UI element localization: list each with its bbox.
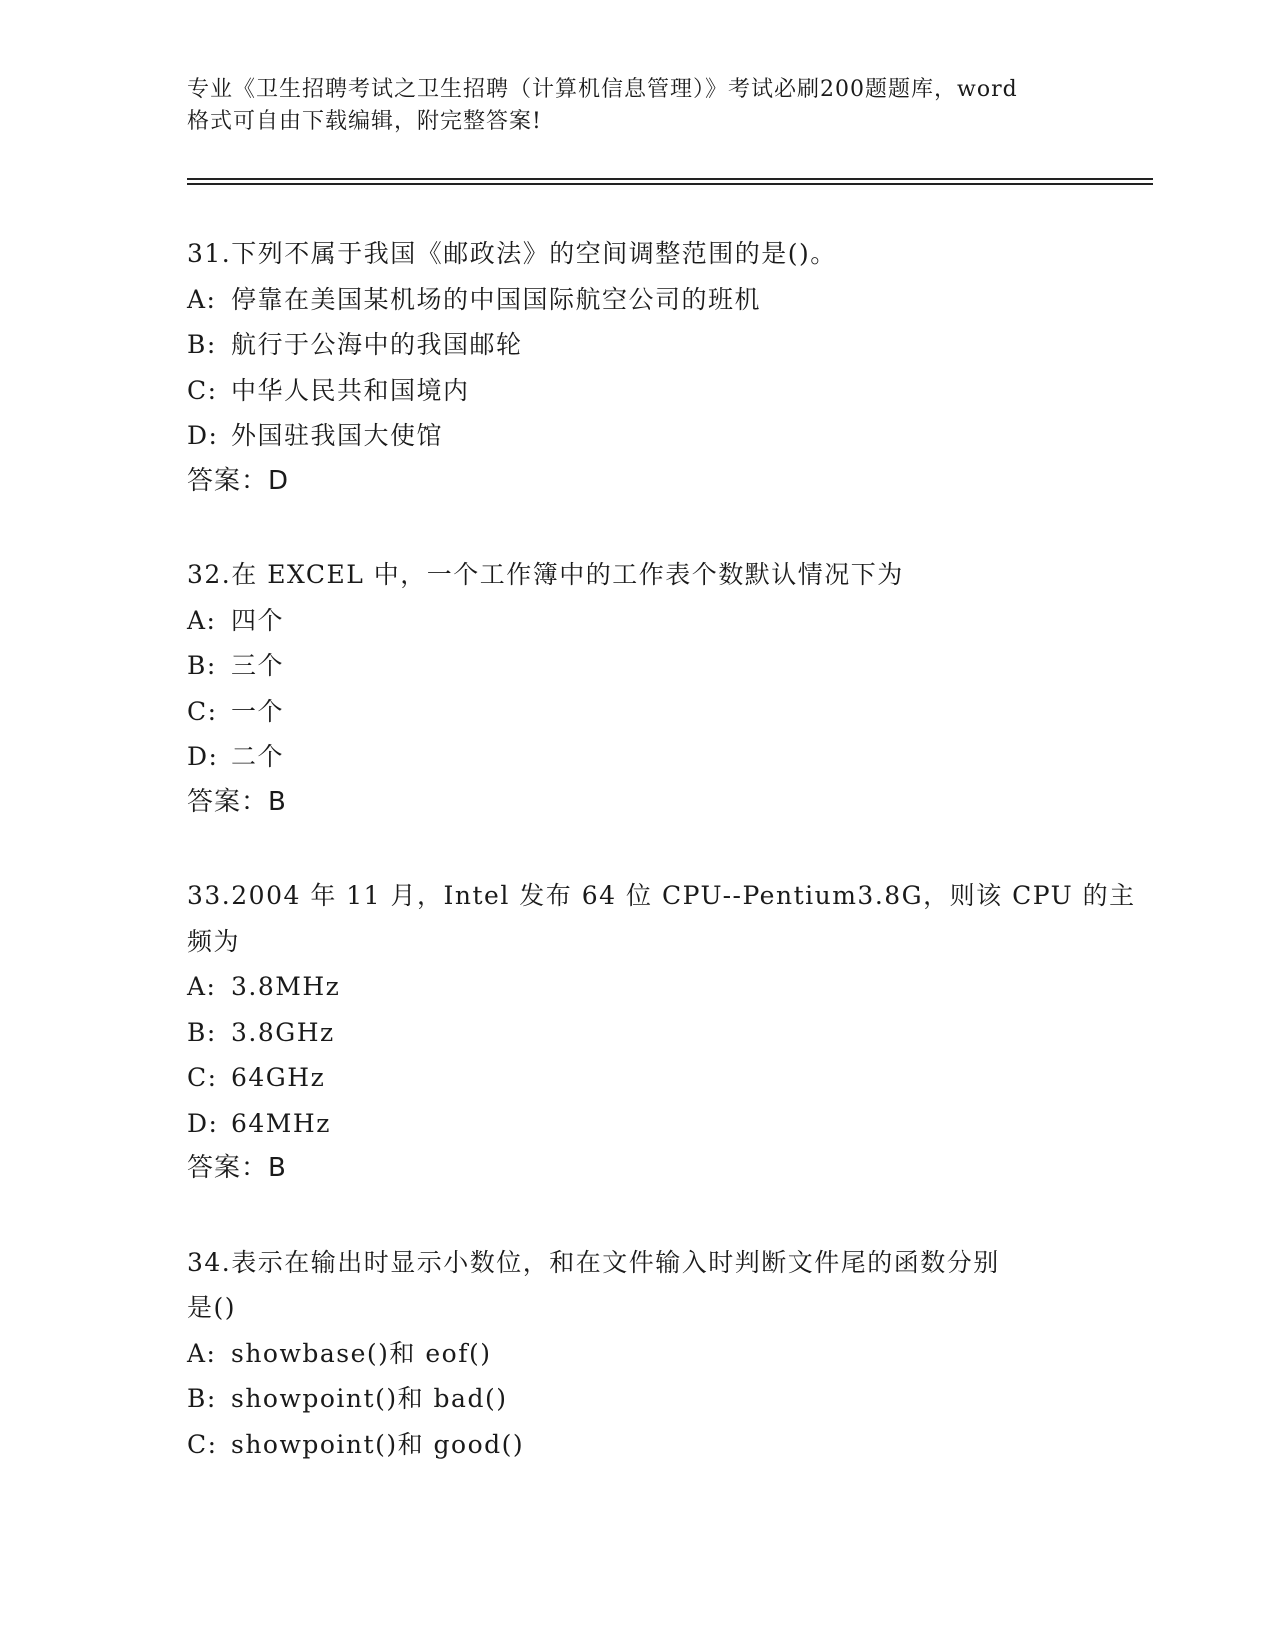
option-a [187,1331,1087,1377]
option-a [187,598,1087,644]
question-text: 34.表示在输出时显示小数位，和在文件输入时判断文件尾的函数分别 [187,1247,1000,1277]
option-text: 3.8GHz [231,1017,335,1047]
option-label: D: [187,742,219,771]
option-label: B: [187,330,217,359]
question-31 [187,231,1087,504]
answer-text: 答案：D [187,465,290,496]
header-divider-bottom [187,183,1153,185]
option-c [187,1055,1087,1101]
option-label: C: [187,1063,218,1092]
option-label: A: [187,605,217,635]
header-divider-top [187,178,1153,180]
option-text: 3.8MHz [231,972,341,1001]
option-c [187,1422,1087,1468]
option-text: 外国驻我国大使馆 [231,421,444,450]
option-text: showpoint()和 good() [231,1429,525,1459]
option-a [187,964,1087,1010]
header-line-1: 专业《卫生招聘考试之卫生招聘（计算机信息管理）》考试必刷200题题库，word [187,77,1018,102]
question-text: 33.2004 年 11 月，Intel 发布 64 位 CPU--Pentium3.8G，则该 CPU 的主 [187,881,1136,910]
option-c [187,689,1087,735]
question-33 [187,873,1136,1192]
question-text-continued: 频为 [187,926,241,956]
option-b [187,1010,1087,1056]
option-label: C: [187,696,218,726]
option-d [187,734,1087,780]
answer-text: 答案：B [187,1153,287,1183]
option-label: A: [187,1338,217,1368]
option-text: 64MHz [231,1108,331,1138]
option-text: showpoint()和 bad() [231,1384,508,1413]
option-d [187,1101,1087,1147]
option-label: B: [187,1017,217,1047]
option-b [187,643,1087,689]
option-label: D: [187,421,219,450]
option-b [187,322,1087,368]
option-text: 一个 [231,696,285,726]
header-line-2: 格式可自由下载编辑，附完整答案! [187,109,542,134]
option-b [187,1376,1087,1422]
option-text: 停靠在美国某机场的中国国际航空公司的班机 [231,284,762,314]
option-label: A: [187,284,217,314]
option-text: 航行于公海中的我国邮轮 [231,330,523,359]
option-text: 二个 [231,742,285,771]
option-text: showbase()和 eof() [231,1338,492,1368]
option-text: 中华人民共和国境内 [231,375,470,405]
option-label: B: [187,1384,217,1413]
option-label: D: [187,1108,219,1138]
option-c [187,368,1087,414]
question-text: 32.在 EXCEL 中，一个工作簿中的工作表个数默认情况下为 [187,560,904,589]
option-label: A: [187,972,217,1001]
answer-text: 答案：B [187,786,287,817]
option-label: C: [187,375,218,405]
option-text: 四个 [231,605,285,635]
option-label: B: [187,651,217,680]
question-text-continued: 是() [187,1293,237,1322]
option-d [187,413,1087,459]
question-list [187,231,1136,1515]
option-a [187,277,1087,323]
option-label: C: [187,1429,218,1459]
question-34 [187,1240,1087,1468]
question-32 [187,552,1087,825]
document-header [187,74,1087,138]
option-text: 64GHz [231,1063,326,1092]
question-text: 31.下列不属于我国《邮政法》的空间调整范围的是()。 [187,239,837,268]
option-text: 三个 [231,651,285,680]
